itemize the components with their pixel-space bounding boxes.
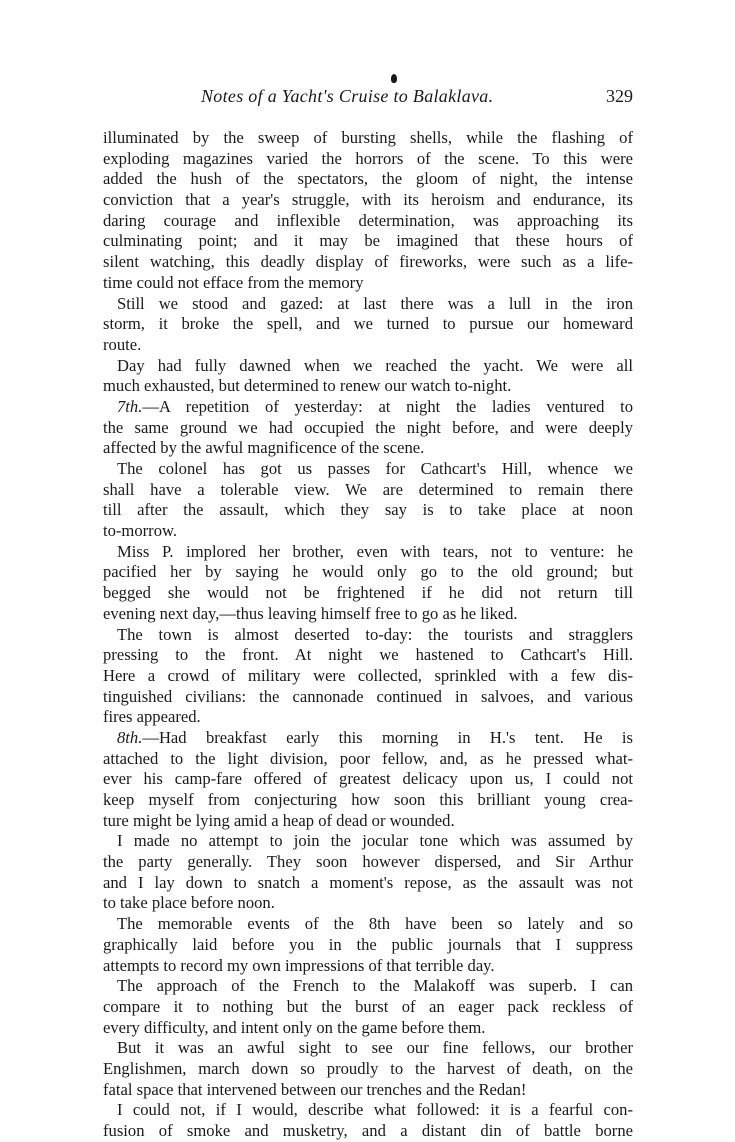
text-line: every difficulty, and intent only on the game before them. [103,1017,486,1037]
text-line: Miss P. implored her brother, even with tears, not to venture: he [117,541,633,561]
text-line: The colonel has got us passes for Cathcart's Hill, whence we [117,459,633,478]
text-line: keep myself from conjecturing how soon this brilliant young crea- [103,790,633,809]
text-line: conviction that a year's struggle, with its heroism and endurance, its [103,190,633,210]
text-line: added the hush of the spectators, the gloom of night, the intense [103,169,633,189]
text-line: shall have a tolerable view. We are determined to remain there [103,479,633,499]
body-text [103,128,633,1142]
running-title: Notes of a Yacht's Cruise to Balaklava. [201,86,494,106]
text-line: the party generally. They soon however dispersed, and Sir Arthur [103,852,633,872]
text-line: evening next day,—thus leaving himself free to go as he liked. [103,603,518,623]
text-line: exploding magazines varied the horrors of the scene. To this were [103,148,633,168]
text-line: route. [103,334,142,354]
page-number: 329 [606,86,633,106]
text-line: fusion of smoke and musketry, and a distant din of battle borne [103,1121,633,1140]
text-line: daring courage and inflexible determination, was approaching its [103,210,633,230]
text-line: affected by the awful magnificence of the scene. [103,438,425,458]
text-line: The town is almost deserted to-day: the tourists and stragglers [117,624,633,644]
text-line: to-morrow. [103,521,178,541]
printers-mark [391,74,397,83]
running-head [103,86,633,112]
text-line: fatal space that intervened between our trenches and the Redan! [103,1079,527,1099]
dated-entry-line [103,397,633,418]
date-7th: 7th. [117,396,143,416]
text-line: tinguished civilians: the cannonade continued in salvoes, and various [103,686,633,706]
text-line: begged she would not be frightened if he did not return till [103,583,633,603]
text-line: ever his camp-fare offered of greatest delicacy upon us, I could not [103,769,633,789]
text-line: The approach of the French to the Malakoff was superb. I can [117,976,633,996]
text-line: compare it to nothing but the burst of an eager pack reckless of [103,996,633,1016]
text-line: Englishmen, march down so proudly to the harvest of death, on the [103,1058,633,1078]
text-line: pressing to the front. At night we hastened to Cathcart's Hill. [103,645,633,665]
text-line: —Had breakfast early this morning in H.'s tent. He is [142,727,633,747]
text-line: Here a crowd of military were collected, sprinkled with a few dis- [103,665,633,685]
text-line: illuminated by the sweep of bursting shells, while the flashing of [103,128,633,147]
text-line: attempts to record my own impressions of that terrible day. [103,955,495,975]
text-line: silent watching, this deadly display of fireworks, were such as a life- [103,252,633,272]
text-line: and I lay down to snatch a moment's repose, as the assault was not [103,872,633,892]
text-line: culminating point; and it may be imagined that these hours of [103,231,633,251]
text-line: the same ground we had occupied the night before, and were deeply [103,417,633,437]
date-8th: 8th. [117,727,143,747]
text-line: ture might be lying amid a heap of dead or wounded. [103,810,455,830]
text-line: to take place before noon. [103,893,275,913]
text-line: —A repetition of yesterday: at night the ladies ventured to [142,396,633,416]
text-line: graphically laid before you in the public journals that I suppress [103,934,633,954]
text-line: But it was an awful sight to see our fine fellows, our brother [117,1038,633,1058]
text-line: Day had fully dawned when we reached the yacht. We were all [117,355,633,375]
text-line: attached to the light division, poor fellow, and, as he pressed what- [103,748,633,768]
text-line: pacified her by saying he would only go to the old ground; but [103,562,633,582]
text-line: fires appeared. [103,707,201,727]
text-line: Still we stood and gazed: at last there was a lull in the iron [117,293,633,313]
text-line: The memorable events of the 8th have been so lately and so [117,914,633,934]
text-line: storm, it broke the spell, and we turned to pursue our homeward [103,314,633,334]
text-line: till after the assault, which they say is to take place at noon [103,500,633,520]
text-line: much exhausted, but determined to renew our watch to-night. [103,376,512,396]
text-line: I made no attempt to join the jocular tone which was assumed by [117,831,633,851]
dated-entry-line [103,728,633,749]
text-line: time could not efface from the memory [103,272,364,292]
text-line: I could not, if I would, describe what followed: it is a fearful con- [117,1100,633,1120]
